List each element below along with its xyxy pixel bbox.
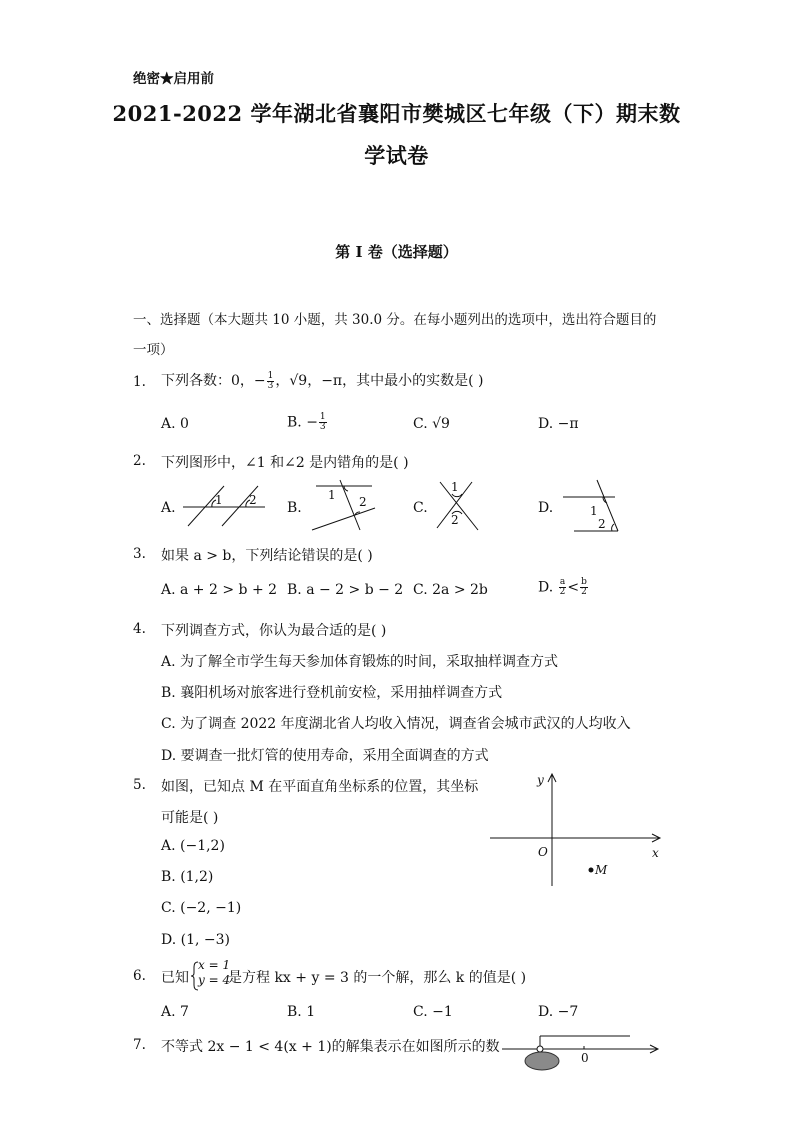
q5-origin-label: O <box>538 845 548 859</box>
page-title-line1: 2021-2022 学年湖北省襄阳市樊城区七年级（下）期末数 <box>112 101 681 126</box>
q3-d-frac-2-num: b <box>581 577 587 587</box>
q3-number: 3. <box>133 546 146 562</box>
q5-stem-line1: 如图，已知点 M 在平面直角坐标系的位置，其坐标 <box>161 779 479 795</box>
q3-d-frac-2-den: 2 <box>581 587 587 597</box>
q2-c-label-2: 2 <box>451 513 459 527</box>
q1-number: 1. <box>133 374 146 390</box>
q4-option-b: B. 襄阳机场对旅客进行登机前安检，采用抽样调查方式 <box>161 685 503 701</box>
q6-option-d: D. −7 <box>538 1004 579 1020</box>
secret-label: 绝密★启用前 <box>133 71 214 87</box>
q4-option-a: A. 为了解全市学生每天参加体育锻炼的时间，采取抽样调查方式 <box>161 654 559 670</box>
q6-system-top: x = 1 <box>198 958 231 972</box>
q2-stem: 下列图形中，∠1 和∠2 是内错角的是( ) <box>161 455 409 471</box>
q5-option-a: A. (−1,2) <box>161 838 225 854</box>
q1-option-b-prefix: B. − <box>287 414 318 431</box>
q5-point-label: M <box>595 863 608 877</box>
q4-stem: 下列调查方式，你认为最合适的是( ) <box>161 623 387 639</box>
q6-option-b: B. 1 <box>287 1004 316 1020</box>
q1-option-b-frac-num: 1 <box>319 412 326 422</box>
q4-option-c: C. 为了调查 2022 年度湖北省人均收入情况，调查省会城市武汉的人均收入 <box>161 716 631 732</box>
q1-option-d: D. −π <box>538 416 579 432</box>
q3-d-frac-1-num: a <box>559 577 566 587</box>
q5-x-label: x <box>652 846 659 860</box>
q2-a-label-2: 2 <box>249 493 257 507</box>
q7-open-point <box>537 1046 543 1052</box>
q2-option-a: A. <box>161 500 176 516</box>
q6-stem-suffix: 是方程 kx + y = 3 的一个解，那么 k 的值是( ) <box>228 970 527 986</box>
q2-b-label-2: 2 <box>359 495 367 509</box>
q2-d-label-1: 1 <box>590 504 598 518</box>
q1-stem-prefix: 下列各数：0，− <box>161 373 266 389</box>
q6-number: 6. <box>133 968 146 984</box>
q5-y-label: y <box>537 773 544 787</box>
q7-zero-label: 0 <box>581 1051 589 1065</box>
q1-option-c: C. √9 <box>413 416 450 432</box>
q5-number: 5. <box>133 777 146 793</box>
q3-d-frac-1-den: 2 <box>559 587 566 597</box>
q4-number: 4. <box>133 621 146 637</box>
q6-option-c: C. −1 <box>413 1004 453 1020</box>
q2-c-label-1: 1 <box>451 480 459 494</box>
q7-answer-blob <box>525 1052 559 1070</box>
q3-option-d-prefix: D. <box>538 579 554 596</box>
q1-stem-frac-den: 3 <box>267 380 274 391</box>
q1-option-b-frac-den: 3 <box>319 422 326 432</box>
q1-stem-suffix: ，√9，−π，其中最小的实数是( ) <box>275 373 484 389</box>
q2-option-c: C. <box>413 500 428 516</box>
q3-option-c: C. 2a > 2b <box>413 582 488 598</box>
q3-option-a: A. a + 2 > b + 2 <box>161 582 278 598</box>
q6-system-bottom: y = 4 <box>198 973 231 987</box>
page-title-line2: 学试卷 <box>364 143 429 168</box>
section-instructions: 一、选择题（本大题共 10 小题，共 30.0 分。在每小题列出的选项中，选出符合题目的一项） <box>133 312 657 358</box>
q6-option-a: A. 7 <box>161 1004 189 1020</box>
q3-d-less-than: < <box>567 579 580 596</box>
q3-option-b: B. a − 2 > b − 2 <box>287 582 404 598</box>
q1-option-a: A. 0 <box>161 416 189 432</box>
q4-option-d: D. 要调查一批灯管的使用寿命，采用全面调查的方式 <box>161 748 489 764</box>
q7-number: 7. <box>133 1037 146 1053</box>
q5-option-c: C. (−2, −1) <box>161 900 242 916</box>
q2-a-label-1: 1 <box>215 493 223 507</box>
q3-stem: 如果 a > b，下列结论错误的是( ) <box>161 548 373 564</box>
q2-option-d: D. <box>538 500 554 516</box>
q2-number: 2. <box>133 453 146 469</box>
q5-option-b: B. (1,2) <box>161 869 214 885</box>
volume-heading: 第 I 卷（选择题） <box>335 243 458 261</box>
q5-stem-line2: 可能是( ) <box>161 810 219 826</box>
q2-b-label-1: 1 <box>328 488 336 502</box>
q6-stem-prefix: 已知 <box>161 970 189 986</box>
q7-stem: 不等式 2x − 1 < 4(x + 1)的解集表示在如图所示的数 <box>161 1039 500 1055</box>
q2-option-b: B. <box>287 500 302 516</box>
q5-option-d: D. (1, −3) <box>161 932 230 948</box>
q1-stem-frac-num: 1 <box>267 370 274 381</box>
q2-d-label-2: 2 <box>598 517 606 531</box>
